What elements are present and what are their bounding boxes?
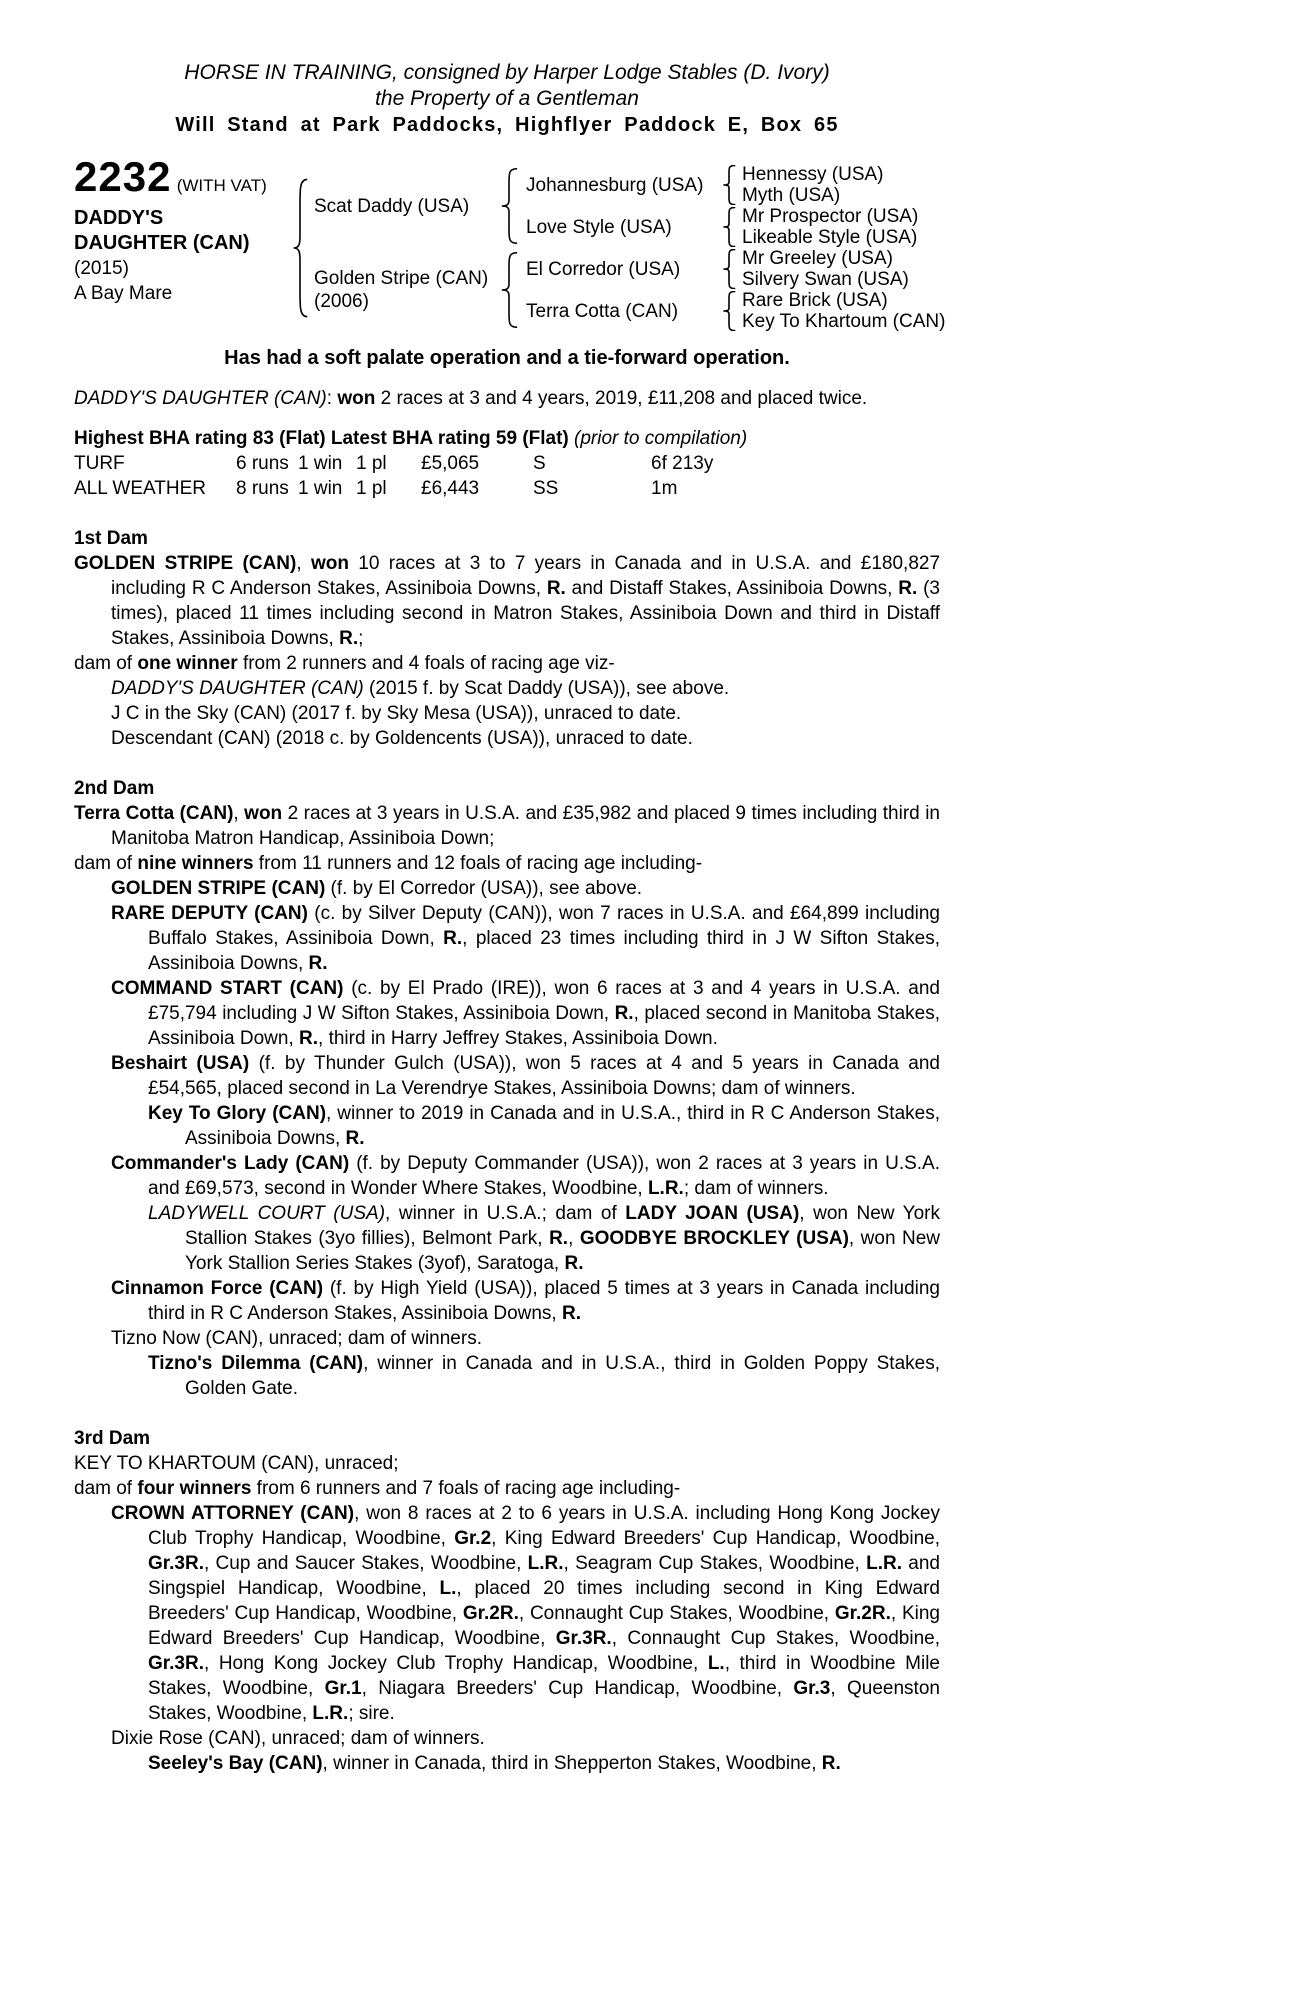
text-run: dam of <box>74 653 138 674</box>
text-run: ; <box>358 628 364 649</box>
text-run: , Hong Kong Jockey Club Trophy Handicap, Woodbine, <box>203 1653 708 1674</box>
pedigree-paragraph <box>74 551 940 651</box>
pair-brace-icon <box>722 291 736 331</box>
text-run: won <box>337 388 376 409</box>
stats-cell: S <box>533 453 546 474</box>
text-run: KEY TO KHARTOUM (CAN), unraced; <box>74 1453 399 1474</box>
text-run: , won 8 races at 2 to 6 years in U.S.A. including Hong Kong Jockey Club Trophy Handicap, Woodbine, <box>148 1503 940 1549</box>
text-run: Gr.1 <box>324 1678 362 1699</box>
text-run: (prior to compilation) <box>574 428 748 449</box>
stats-cell: 1 win <box>298 478 343 499</box>
text-run: from 2 runners and 4 foals of racing age viz- <box>237 653 615 674</box>
text-run: Descendant (CAN) (2018 c. by Goldencents (USA)), unraced to date. <box>111 728 693 749</box>
text-run: from 11 runners and 12 foals of racing age including- <box>253 853 703 874</box>
text-run: 10 races at 3 to 7 years in Canada and in U.S.A. and £180,827 including R C Anderson Stakes, Assiniboia Downs, <box>111 553 941 599</box>
text-run: , Connaught Cup Stakes, Woodbine, <box>611 1628 940 1649</box>
text-run: Dixie Rose (CAN), unraced; dam of winners. <box>111 1728 485 1749</box>
text-run: , King Edward Breeders' Cup Handicap, Woodbine, <box>148 1603 940 1649</box>
text-run: , winner to 2019 in Canada and in U.S.A., third in R C Anderson Stakes, Assiniboia Downs, <box>185 1103 940 1149</box>
pedigree-paragraph <box>74 1051 940 1101</box>
text-run: GOODBYE BROCKLEY (USA) <box>579 1228 849 1249</box>
race-stats-table <box>74 451 940 501</box>
text-run: L.R. <box>312 1703 349 1724</box>
pedigree-tree <box>292 164 945 332</box>
pedigree-entry: Mr Greeley (USA) <box>742 248 893 269</box>
text-run: , <box>296 553 311 574</box>
text-run: LADY JOAN (USA) <box>625 1203 800 1224</box>
text-run: R. <box>546 578 566 599</box>
text-run: L. <box>707 1653 725 1674</box>
pedigree-entry: Hennessy (USA) <box>742 164 884 185</box>
pedigree-paragraph <box>74 1501 940 1726</box>
pedigree-paragraph <box>74 1451 940 1476</box>
text-run: Gr.2R. <box>834 1603 891 1624</box>
stats-row <box>74 451 940 476</box>
text-run: dam of <box>74 1478 138 1499</box>
pedigree-entry: Rare Brick (USA) <box>742 290 888 311</box>
text-run: , Niagara Breeders' Cup Handicap, Woodbine, <box>361 1678 794 1699</box>
text-run: LADYWELL COURT (USA) <box>148 1203 386 1224</box>
text-run: Cinnamon Force (CAN) <box>111 1278 324 1299</box>
pedigree-paragraph <box>74 1326 940 1351</box>
pedigree-paragraph <box>74 1101 940 1151</box>
text-run: , Seagram Cup Stakes, Woodbine, <box>563 1553 867 1574</box>
text-run: , won New York Stallion Stakes (3yo fillies), Belmont Park, <box>185 1203 941 1249</box>
race-record <box>74 386 940 411</box>
text-run: won <box>244 803 283 824</box>
text-run: (f. by El Corredor (USA)), see above. <box>325 878 643 899</box>
dam-heading: 1st Dam <box>74 528 148 549</box>
pedigree-paragraph <box>74 701 940 726</box>
text-run: R. <box>821 1753 841 1774</box>
pedigree-paragraph <box>74 1751 940 1776</box>
paternal-granddam: Love Style (USA) <box>526 216 672 238</box>
text-run: GOLDEN STRIPE (CAN) <box>111 878 326 899</box>
stats-cell: SS <box>533 478 559 499</box>
text-run: Beshairt (USA) <box>111 1053 250 1074</box>
text-run: Gr.3R. <box>555 1628 612 1649</box>
dam-name-text: Golden Stripe (CAN) <box>314 268 489 289</box>
text-run: (c. by Silver Deputy (CAN)), won 7 races in U.S.A. and £64,899 including Buffalo Stakes, Assiniboia Down, <box>148 903 940 949</box>
text-run: (2015 f. by Scat Daddy (USA)), see above. <box>363 678 730 699</box>
pedigree-paragraph <box>74 876 940 901</box>
text-run: , Cup and Saucer Stakes, Woodbine, <box>203 1553 528 1574</box>
text-run: (3 times), placed 11 times including second in Matron Stakes, Assiniboia Down and third in Distaff Stakes, Assiniboia Downs, <box>111 578 940 649</box>
text-run: dam of <box>74 853 138 874</box>
pedigree-entry: Likeable Style (USA) <box>742 227 918 248</box>
text-run: , winner in U.S.A.; dam of <box>385 1203 626 1224</box>
stats-cell: 1 pl <box>356 453 387 474</box>
page-header <box>74 60 940 138</box>
dam-year: (2006) <box>314 291 369 312</box>
stats-cell: 8 runs <box>236 478 289 499</box>
text-run: : <box>326 388 338 409</box>
foaling-year: (2015) <box>74 258 129 279</box>
text-run: Gr.3R. <box>148 1653 204 1674</box>
dam-paragraphs <box>74 1451 940 1776</box>
text-run: R. <box>561 1303 581 1324</box>
text-run: R. <box>345 1128 365 1149</box>
text-run: and Singspiel Handicap, Woodbine, <box>148 1553 940 1599</box>
dam-name <box>314 267 500 313</box>
text-run: ; dam of winners. <box>683 1178 829 1199</box>
lot-number-row <box>74 153 292 200</box>
text-run: DADDY'S DAUGHTER (CAN) <box>74 388 327 409</box>
text-run: R. <box>443 928 463 949</box>
pedigree-paragraph <box>74 726 940 751</box>
dam-paragraphs <box>74 801 940 1401</box>
property-line: the Property of a Gentleman <box>375 87 639 110</box>
text-run: (f. by Thunder Gulch (USA)), won 5 races at 4 and 5 years in Canada and £54,565, placed second in La Verendrye Stakes, Assiniboia Downs; dam of winners. <box>148 1053 940 1099</box>
text-run: , winner in Canada and in U.S.A., third in Golden Poppy Stakes, Golden Gate. <box>185 1353 940 1399</box>
pedigree-paragraph <box>74 1276 940 1326</box>
stats-cell: 1 pl <box>356 478 387 499</box>
text-run: L.R. <box>866 1553 902 1574</box>
text-run: four winners <box>137 1478 252 1499</box>
catalog-page <box>74 0 946 1776</box>
pedigree-main-brace-icon <box>292 178 308 318</box>
pair-brace-icon <box>722 249 736 289</box>
pedigree-paragraph <box>74 976 940 1051</box>
stats-cell: £6,443 <box>421 478 480 499</box>
text-run: , <box>568 1228 580 1249</box>
text-run: R. <box>299 1028 319 1049</box>
stats-cell: 6f 213y <box>651 453 714 474</box>
text-run: 2 races at 3 and 4 years, 2019, £11,208 and placed twice. <box>375 388 868 409</box>
stats-cell: 1 win <box>298 453 343 474</box>
location-line: Will Stand at Park Paddocks, Highflyer Paddock E, Box 65 <box>175 114 839 136</box>
text-run: Seeley's Bay (CAN) <box>148 1753 323 1774</box>
text-run: GOLDEN STRIPE (CAN) <box>74 553 297 574</box>
text-run: Gr.3R. <box>148 1553 204 1574</box>
text-run: , third in Woodbine Mile Stakes, Woodbine, <box>148 1653 940 1699</box>
text-run: , <box>233 803 245 824</box>
text-run: , Queenston Stakes, Woodbine, <box>148 1678 940 1724</box>
text-run: , placed 23 times including third in J W Sifton Stakes, Assiniboia Downs, <box>148 928 940 974</box>
text-run: Terra Cotta (CAN) <box>74 803 234 824</box>
text-run: , third in Harry Jeffrey Stakes, Assiniboia Down. <box>318 1028 718 1049</box>
sire-brace-icon <box>500 168 518 244</box>
consignor-line: HORSE IN TRAINING, consigned by Harper Lodge Stables (D. Ivory) <box>184 61 830 84</box>
pedigree-paragraph <box>74 1351 940 1401</box>
text-run: (f. by Deputy Commander (USA)), won 2 races at 3 years in U.S.A. and £69,573, second in Wonder Where Stakes, Woodbine, <box>148 1153 940 1199</box>
text-run: COMMAND START (CAN) <box>111 978 344 999</box>
text-run: one winner <box>137 653 238 674</box>
pair-brace-icon <box>722 165 736 205</box>
text-run: L.R. <box>527 1553 564 1574</box>
text-run: Commander's Lady (CAN) <box>111 1153 350 1174</box>
dam-section-3 <box>74 1426 940 1776</box>
text-run: 2 races at 3 years in U.S.A. and £35,982 and placed 9 times including third in Manitoba Matron Handicap, Assiniboia Down; <box>111 803 940 849</box>
maternal-grandsire: El Corredor (USA) <box>526 258 681 280</box>
pedigree-paragraph <box>74 851 940 876</box>
pedigree-block <box>74 153 946 332</box>
colour-sex-description: A Bay Mare <box>74 283 173 304</box>
text-run: , King Edward Breeders' Cup Handicap, Woodbine, <box>491 1528 940 1549</box>
pedigree-paragraph <box>74 901 940 976</box>
maternal-granddam: Terra Cotta (CAN) <box>526 300 679 322</box>
text-run: ; sire. <box>348 1703 395 1724</box>
text-run: Gr.3 <box>793 1678 831 1699</box>
pedigree-paragraph <box>74 801 940 851</box>
text-run: Gr.2 <box>454 1528 492 1549</box>
text-run: R. <box>564 1253 584 1274</box>
text-run: nine winners <box>137 853 254 874</box>
pedigree-entry: Key To Khartoum (CAN) <box>742 311 946 332</box>
text-run: R. <box>549 1228 569 1249</box>
text-run: R. <box>339 628 359 649</box>
text-run: Gr.2R. <box>462 1603 519 1624</box>
vat-label: (WITH VAT) <box>176 176 267 195</box>
dam-heading: 3rd Dam <box>74 1428 151 1449</box>
dam-heading: 2nd Dam <box>74 778 155 799</box>
pedigree-paragraph <box>74 651 940 676</box>
text-run: R. <box>898 578 918 599</box>
text-run: , winner in Canada, third in Shepperton Stakes, Woodbine, <box>322 1753 822 1774</box>
stats-cell: 1m <box>651 478 678 499</box>
pedigree-paragraph <box>74 676 940 701</box>
paternal-grandsire: Johannesburg (USA) <box>526 174 704 196</box>
pedigree-paragraph <box>74 1151 940 1201</box>
text-run: L. <box>439 1578 457 1599</box>
text-run: J C in the Sky (CAN) (2017 f. by Sky Mesa (USA)), unraced to date. <box>111 703 682 724</box>
text-run: , won New York Stallion Series Stakes (3yof), Saratoga, <box>185 1228 941 1274</box>
text-run: RARE DEPUTY (CAN) <box>111 903 308 924</box>
text-run: , placed 20 times including second in King Edward Breeders' Cup Handicap, Woodbine, <box>148 1578 940 1624</box>
text-run: , Connaught Cup Stakes, Woodbine, <box>518 1603 835 1624</box>
stats-cell: TURF <box>74 453 125 474</box>
veterinary-notice: Has had a soft palate operation and a tie-forward operation. <box>224 347 790 369</box>
text-run: from 6 runners and 7 foals of racing age including- <box>251 1478 681 1499</box>
stats-cell: ALL WEATHER <box>74 478 206 499</box>
stats-cell: 6 runs <box>236 453 289 474</box>
text-run: (f. by High Yield (USA)), placed 5 times at 3 years in Canada including third in R C Anderson Stakes, Assiniboia Downs, <box>148 1278 940 1324</box>
pedigree-entry: Silvery Swan (USA) <box>742 269 909 290</box>
pedigree-paragraph <box>74 1726 940 1751</box>
horse-name: DADDY'S DAUGHTER (CAN) <box>74 207 250 254</box>
text-run: (c. by El Prado (IRE)), won 6 races at 3 and 4 years in U.S.A. and £75,794 including J W Sifton Stakes, Assiniboia Down, <box>148 978 940 1024</box>
text-run: Key To Glory (CAN) <box>148 1103 327 1124</box>
text-run: CROWN ATTORNEY (CAN) <box>111 1503 355 1524</box>
text-run: DADDY'S DAUGHTER (CAN) <box>111 678 364 699</box>
pedigree-entry: Mr Prospector (USA) <box>742 206 919 227</box>
stats-cell: £5,065 <box>421 453 480 474</box>
lot-info <box>74 153 292 306</box>
text-run: , placed second in Manitoba Stakes, Assiniboia Down, <box>148 1003 940 1049</box>
text-run: Highest BHA rating 83 (Flat) Latest BHA rating 59 (Flat) <box>74 428 575 449</box>
lot-number: 2232 <box>74 153 172 200</box>
dam-brace-icon <box>500 252 518 328</box>
text-run: R. <box>308 953 328 974</box>
stats-row <box>74 476 940 501</box>
text-run: Tizno's Dilemma (CAN) <box>148 1353 364 1374</box>
sire-name: Scat Daddy (USA) <box>314 195 470 217</box>
pedigree-paragraph <box>74 1201 940 1276</box>
text-run: Tizno Now (CAN), unraced; dam of winners. <box>111 1328 482 1349</box>
pedigree-entry: Myth (USA) <box>742 185 841 206</box>
pedigree-paragraph <box>74 1476 940 1501</box>
pair-brace-icon <box>722 207 736 247</box>
dam-section-2 <box>74 776 940 1401</box>
text-run: R. <box>614 1003 634 1024</box>
text-run: and Distaff Stakes, Assiniboia Downs, <box>565 578 899 599</box>
dam-paragraphs <box>74 551 940 751</box>
bha-rating-line <box>74 426 940 451</box>
text-run: L.R. <box>647 1178 684 1199</box>
text-run: won <box>310 553 349 574</box>
dam-section-1 <box>74 526 940 751</box>
